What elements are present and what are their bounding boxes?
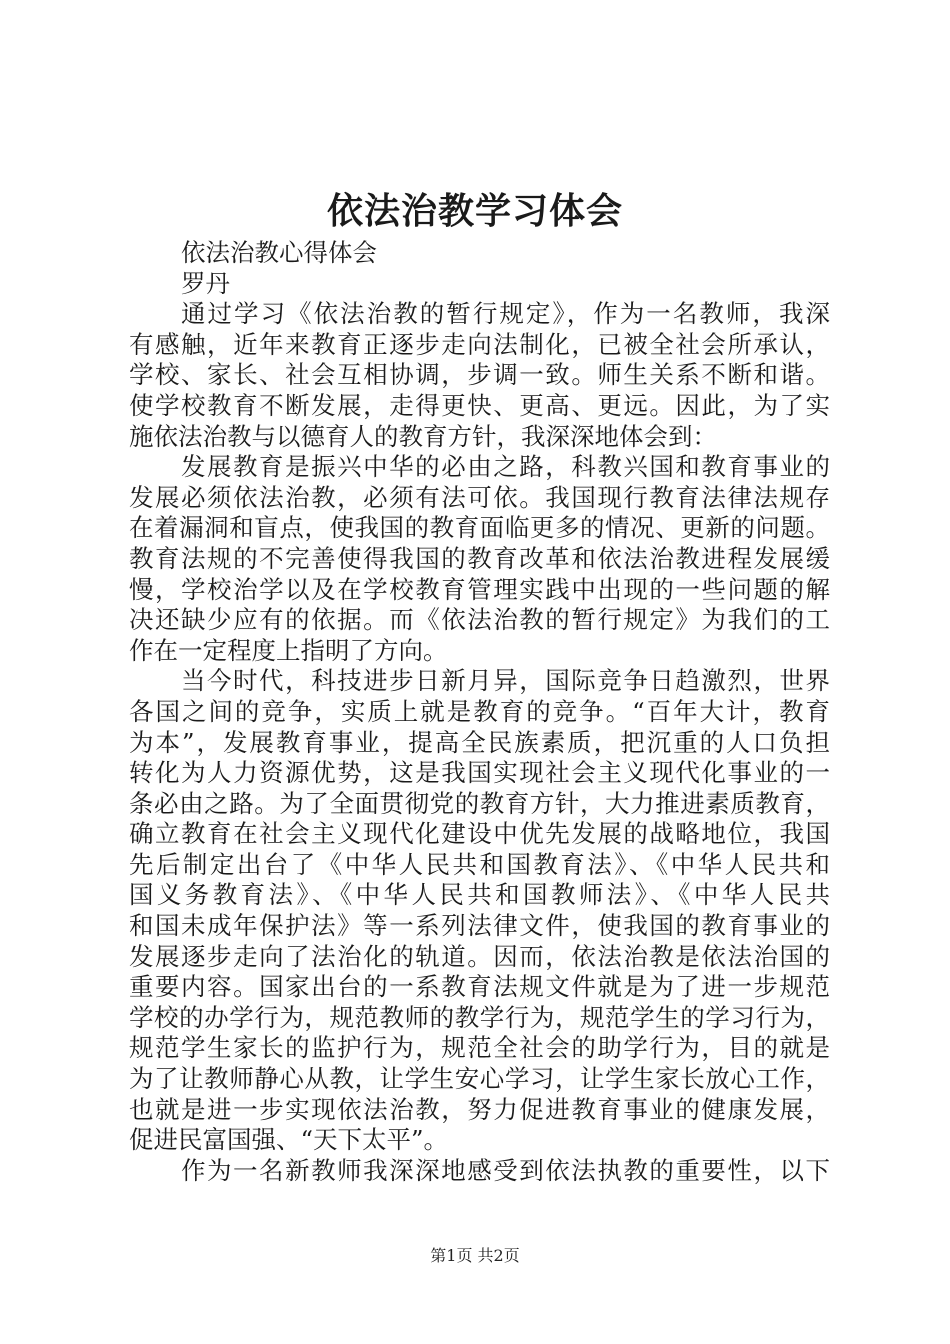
text-line: 国义务教育法》、《中华人民共和国教师法》、《中华人民共 xyxy=(129,880,830,910)
text-line: 在着漏洞和盲点，使我国的教育面临更多的情况、更新的问题。 xyxy=(129,513,830,543)
text-line: 重要内容。国家出台的一系教育法规文件就是为了进一步规范 xyxy=(129,972,830,1002)
text-line: 各国之间的竞争，实质上就是教育的竞争。“百年大计，教育 xyxy=(129,696,830,726)
text-line: 先后制定出台了《中华人民共和国教育法》、《中华人民共和 xyxy=(129,849,830,879)
text-line: 为了让教师静心从教，让学生安心学习，让学生家长放心工作， xyxy=(129,1064,830,1094)
text-line: 作在一定程度上指明了方向。 xyxy=(129,635,448,665)
text-line: 通过学习《依法治教的暂行规定》，作为一名教师，我深 xyxy=(181,299,830,329)
text-line: 施依法治教与以德育人的教育方针，我深深地体会到： xyxy=(129,421,717,451)
text-line: 有感触，近年来教育正逐步走向法制化，已被全社会所承认， xyxy=(129,329,830,359)
text-line: 决还缺少应有的依据。而《依法治教的暂行规定》为我们的工 xyxy=(129,605,830,635)
text-line: 发展教育是振兴中华的必由之路，科教兴国和教育事业的 xyxy=(181,452,830,482)
text-line: 也就是进一步实现依法治教，努力促进教育事业的健康发展， xyxy=(129,1094,830,1124)
text-line: 确立教育在社会主义现代化建设中优先发展的战略地位，我国 xyxy=(129,819,830,849)
text-line: 学校的办学行为，规范教师的教学行为，规范学生的学习行为， xyxy=(129,1002,830,1032)
text-line: 发展逐步走向了法治化的轨道。因而，依法治教是依法治国的 xyxy=(129,941,830,971)
text-line: 条必由之路。为了全面贯彻党的教育方针，大力推进素质教育， xyxy=(129,788,830,818)
text-line: 和国未成年保护法》等一系列法律文件，使我国的教育事业的 xyxy=(129,911,830,941)
text-line: 作为一名新教师我深深地感受到依法执教的重要性，以下 xyxy=(181,1155,830,1185)
text-line: 发展必须依法治教，必须有法可依。我国现行教育法律法规存 xyxy=(129,482,830,512)
paragraph-lines xyxy=(129,299,830,1186)
document-author: 罗丹 xyxy=(181,268,230,298)
document-body xyxy=(129,238,830,1186)
text-line: 教育法规的不完善使得我国的教育改革和依法治教进程发展缓 xyxy=(129,543,830,573)
page-number-footer: 第1页 共2页 xyxy=(430,1246,520,1265)
text-line: 转化为人力资源优势，这是我国实现社会主义现代化事业的一 xyxy=(129,758,830,788)
text-line: 为本”，发展教育事业，提高全民族素质，把沉重的人口负担 xyxy=(129,727,830,757)
text-line: 学校、家长、社会互相协调，步调一致。师生关系不断和谐。 xyxy=(129,360,830,390)
text-line: 使学校教育不断发展，走得更快、更高、更远。因此，为了实 xyxy=(129,390,830,420)
text-line: 慢，学校治学以及在学校教育管理实践中出现的一些问题的解 xyxy=(129,574,830,604)
text-line: 当今时代，科技进步日新月异，国际竞争日趋激烈，世界 xyxy=(181,666,830,696)
document-title: 依法治教学习体会 xyxy=(326,190,623,232)
text-line: 促进民富国强、“天下太平”。 xyxy=(129,1125,449,1155)
document-subtitle: 依法治教心得体会 xyxy=(181,238,377,267)
text-line: 规范学生家长的监护行为，规范全社会的助学行为，目的就是 xyxy=(129,1033,830,1063)
